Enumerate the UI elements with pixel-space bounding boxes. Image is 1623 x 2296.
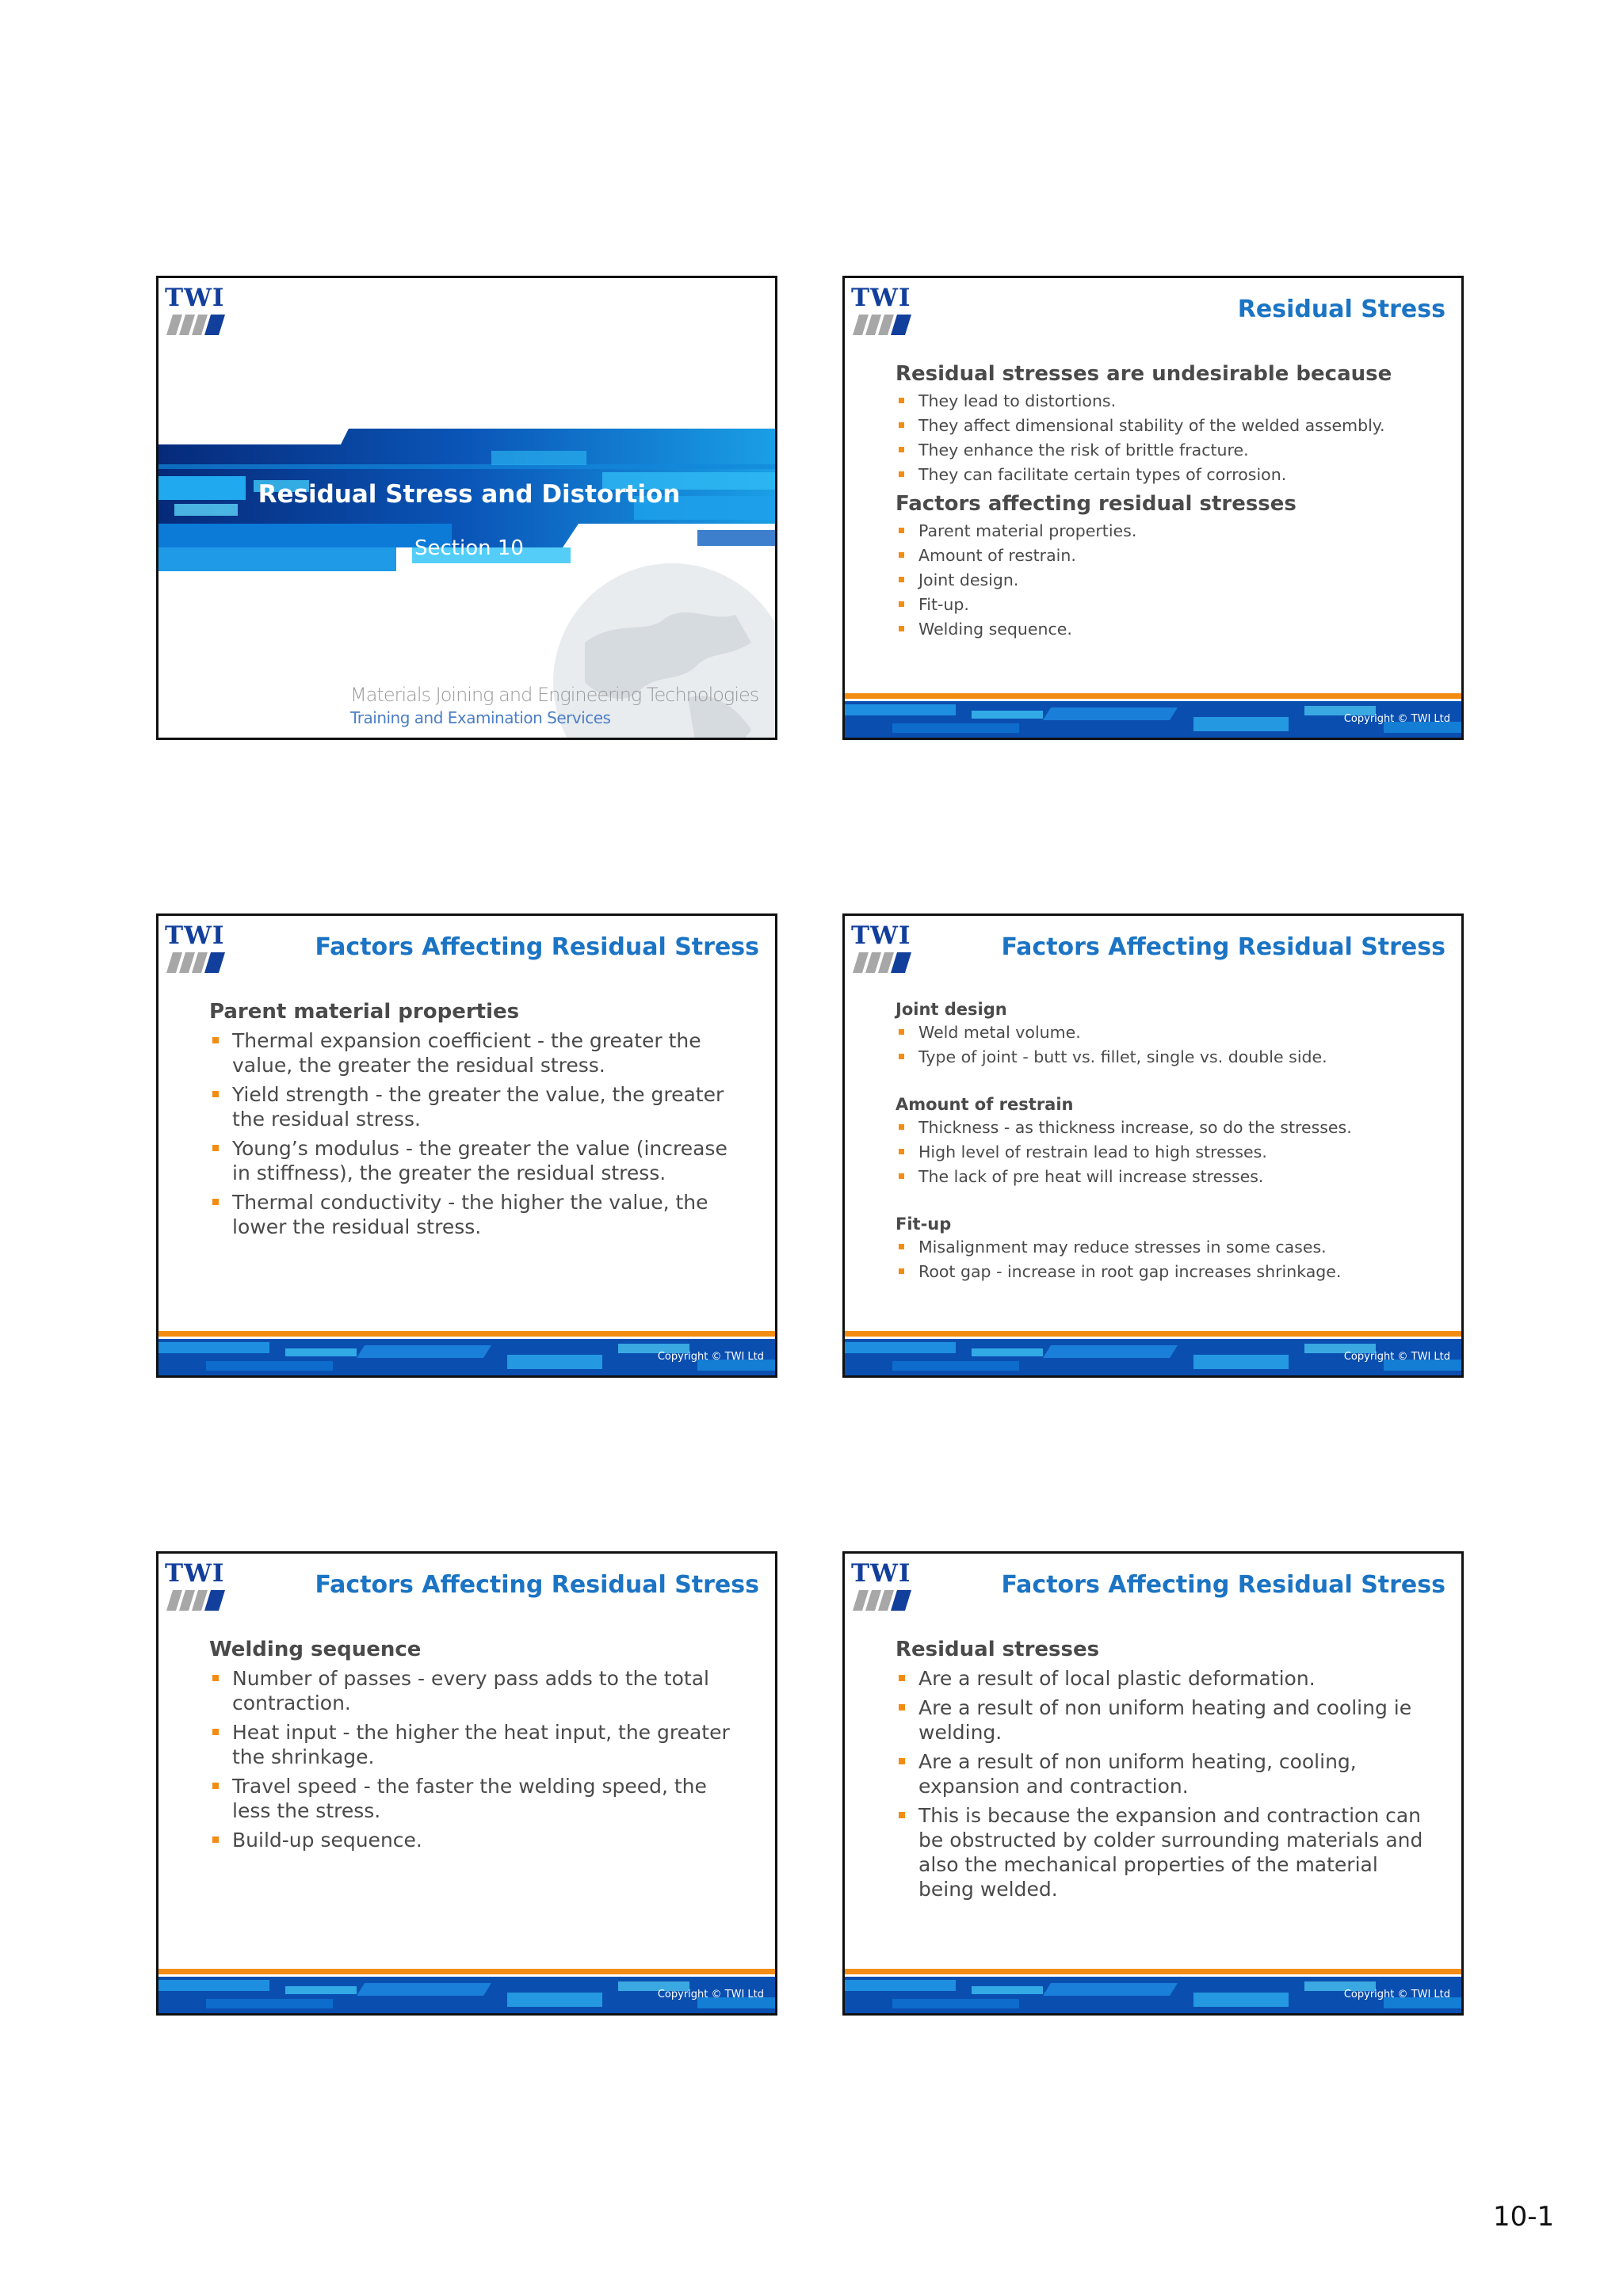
- list-item: Travel speed - the faster the welding speed, the less the stress.: [209, 1774, 751, 1823]
- list-item: Yield strength - the greater the value, the greater the residual stress.: [209, 1082, 751, 1131]
- logo-stripes-icon: [166, 952, 225, 973]
- list-item: Thermal conductivity - the higher the value, the lower the residual stress.: [209, 1190, 751, 1239]
- list-item: Number of passes - every pass adds to the total contraction.: [209, 1666, 751, 1715]
- list-item: Thickness - as thickness increase, so do the stresses.: [896, 1117, 1438, 1138]
- slide-joint-design: [842, 913, 1464, 1378]
- slide-residual-stresses-causes: [842, 1551, 1464, 2016]
- bullet-list: [209, 1666, 751, 1852]
- bullet-list: [896, 521, 1438, 640]
- slide-content: [209, 1000, 751, 1244]
- bullet-list: [896, 1022, 1438, 1068]
- content-heading: Fit-up: [896, 1215, 952, 1234]
- slide-title-cover: [156, 276, 777, 740]
- bullet-list: [896, 1117, 1438, 1188]
- content-heading: Joint design: [896, 1000, 1007, 1019]
- cover-subtitle: Section 10: [414, 536, 524, 560]
- bullet-list: [896, 1237, 1438, 1283]
- slide-title: Factors Affecting Residual Stress: [315, 1571, 759, 1599]
- twi-logo: TWI: [165, 922, 228, 974]
- list-item: The lack of pre heat will increase stresses.: [896, 1166, 1438, 1188]
- logo-stripes-icon: [853, 315, 911, 335]
- list-item: They lead to distortions.: [896, 391, 1438, 412]
- bullet-list: [896, 391, 1438, 486]
- list-item: This is because the expansion and contraction can be obstructed by colder surrounding materials and also the mechanical properties of the material being welded.: [896, 1803, 1438, 1901]
- list-item: Amount of restrain.: [896, 545, 1438, 566]
- slide-content: [896, 1000, 1438, 1286]
- page-number: 10-1: [1493, 2201, 1555, 2233]
- cover-title: Residual Stress and Distortion: [258, 480, 681, 509]
- slide-title: Factors Affecting Residual Stress: [1001, 1571, 1445, 1599]
- copyright-text: Copyright © TWI Ltd: [1343, 713, 1450, 725]
- list-item: They enhance the risk of brittle fracture.: [896, 440, 1438, 461]
- twi-logo: TWI: [851, 1560, 915, 1612]
- copyright-text: Copyright © TWI Ltd: [1343, 1351, 1450, 1363]
- list-item: High level of restrain lead to high stresses.: [896, 1142, 1438, 1163]
- twi-logo: TWI: [851, 922, 915, 974]
- content-heading: Residual stresses are undesirable because: [896, 362, 1392, 386]
- slide-content: [896, 1638, 1438, 1906]
- content-heading: Welding sequence: [209, 1638, 422, 1661]
- logo-stripes-icon: [166, 1590, 225, 1611]
- list-item: Joint design.: [896, 570, 1438, 591]
- list-item: Root gap - increase in root gap increases shrinkage.: [896, 1261, 1438, 1283]
- content-heading: Factors affecting residual stresses: [896, 492, 1296, 516]
- bullet-list: [896, 1666, 1438, 1901]
- logo-stripes-icon: [166, 315, 225, 335]
- list-item: Are a result of non uniform heating, cooling, expansion and contraction.: [896, 1749, 1438, 1798]
- content-heading: Parent material properties: [209, 1000, 520, 1024]
- slide-welding-sequence: [156, 1551, 777, 2016]
- copyright-text: Copyright © TWI Ltd: [1343, 1989, 1450, 2000]
- list-item: Weld metal volume.: [896, 1022, 1438, 1043]
- twi-logo: TWI: [851, 284, 915, 337]
- list-item: Young’s modulus - the greater the value (increase in stiffness), the greater the residual stress.: [209, 1136, 751, 1185]
- slide-footer: [845, 693, 1461, 738]
- list-item: Fit-up.: [896, 594, 1438, 616]
- list-item: They can facilitate certain types of corrosion.: [896, 464, 1438, 486]
- copyright-text: Copyright © TWI Ltd: [657, 1351, 764, 1363]
- tagline-primary: Materials Joining and Engineering Technologies: [350, 684, 759, 706]
- slide-footer: [845, 1969, 1461, 2013]
- logo-stripes-icon: [853, 1590, 911, 1611]
- content-heading: Amount of restrain: [896, 1095, 1074, 1114]
- slide-title: Factors Affecting Residual Stress: [315, 933, 759, 961]
- slide-content: [209, 1638, 751, 1857]
- slide-content: [896, 362, 1438, 643]
- slide-footer: [158, 1331, 775, 1375]
- slide-footer: [845, 1331, 1461, 1375]
- slide-parent-material: [156, 913, 777, 1378]
- list-item: Are a result of non uniform heating and cooling ie welding.: [896, 1695, 1438, 1745]
- slide-title: Factors Affecting Residual Stress: [1001, 933, 1445, 961]
- list-item: Build-up sequence.: [209, 1828, 751, 1852]
- twi-logo: TWI: [165, 1560, 228, 1612]
- list-item: Heat input - the higher the heat input, the greater the shrinkage.: [209, 1720, 751, 1769]
- content-heading: Residual stresses: [896, 1638, 1100, 1661]
- slide-title: Residual Stress: [1237, 296, 1445, 323]
- tagline-secondary: Training and Examination Services: [350, 708, 611, 727]
- list-item: Are a result of local plastic deformation.: [896, 1666, 1438, 1691]
- slide-residual-stress: [842, 276, 1464, 740]
- logo-stripes-icon: [853, 952, 911, 973]
- list-item: Welding sequence.: [896, 619, 1438, 640]
- list-item: Type of joint - butt vs. fillet, single vs. double side.: [896, 1047, 1438, 1068]
- list-item: Misalignment may reduce stresses in some cases.: [896, 1237, 1438, 1258]
- bullet-list: [209, 1028, 751, 1239]
- list-item: They affect dimensional stability of the welded assembly.: [896, 415, 1438, 437]
- twi-logo: TWI: [165, 284, 228, 337]
- list-item: Thermal expansion coefficient - the greater the value, the greater the residual stress.: [209, 1028, 751, 1077]
- list-item: Parent material properties.: [896, 521, 1438, 542]
- slide-footer: [158, 1969, 775, 2013]
- copyright-text: Copyright © TWI Ltd: [657, 1989, 764, 2000]
